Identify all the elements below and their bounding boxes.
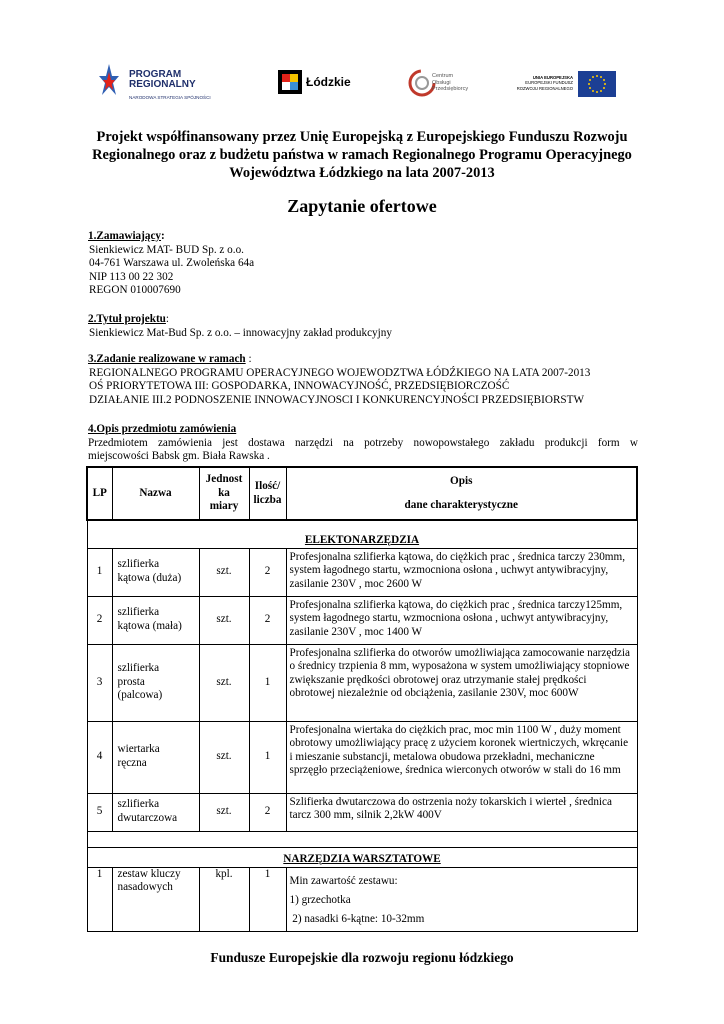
table-row: 2 szlifierka kątowa (mała) szt. 2 Profesjonalna szlifierka kątowa, do ciężkich prac , średnica tarczy125mm, system łagodnego startu, wzmocniona osłona , uchwyt antywibracyjny, zasilanie 230V , moc 1400 W xyxy=(87,596,637,644)
section-zamawiajacy: 1.Zamawiający: Sienkiewicz MAT- BUD Sp. z o.o. 04-761 Warszawa ul. Zwoleńska 64a NIP 113 00 22 302 REGON 010007690 xyxy=(88,230,255,297)
eu-flag-icon xyxy=(578,71,616,97)
table-spacer-row xyxy=(87,520,637,548)
section-row-narzedzia-warsztatowe: NARZĘDZIA WARSZTATOWE xyxy=(87,847,637,867)
section-row-elektronarzedzia: ELEKTONARZĘDZIA xyxy=(87,520,637,548)
document-title: Zapytanie ofertowe xyxy=(287,196,437,216)
centrum-obslugi-logo xyxy=(407,58,487,110)
section-heading: 1.Zamawiający xyxy=(88,230,162,242)
col-lp: LP xyxy=(87,467,112,520)
col-nazwa: Nazwa xyxy=(112,467,199,520)
section-tytul-projektu: 2.Tytuł projektu: Sienkiewicz Mat-Bud Sp. z o.o. – innowacyjny zakład produkcyjny xyxy=(88,313,392,339)
lodzkie-text: Łódzkie xyxy=(306,75,351,89)
program-regionalny-logo xyxy=(95,58,235,110)
table-row: 3 szlifierka prosta (palcowa) szt. 1 Profesjonalna szlifierka do otworów umożliwiająca zamocowanie narzędzia o średnicy trzpienia 8 mm, wyposażona w system umożliwiający stopniowe zwiększanie prędkości obrotowej oraz utrzymanie stałej prędkości obrotowej niezależnie od obciążenia, zasilanie 230V, moc 600W xyxy=(87,644,637,721)
eu-text: UNIA EUROPEJSKA EUROPEJSKI FUNDUSZ ROZWOJU REGIONALNEGO xyxy=(516,75,573,91)
col-jednostka: Jednost ka miary xyxy=(199,467,249,520)
section-heading: 2.Tytuł projektu xyxy=(88,313,166,325)
project-header: Projekt współfinansowany przez Unię Europejską z Europejskiego Funduszu Rozwoju Regionalnego oraz z budżetu państwa w ramach Regionalnego Programu Operacyjnego Województwa Łódzkiego na lata 2007-2013 xyxy=(92,129,632,181)
specification-table xyxy=(86,466,638,932)
table-header-row xyxy=(87,467,637,520)
section-zadanie: 3.Zadanie realizowane w ramach : REGIONALNEGO PROGRAMU OPERACYJNEGO WOJEWODZTWA ŁÓDŹKIEGO NA LATA 2007-2013 OŚ PRIORYTETOWA III: GOSPODARKA, INNOWACYJNOŚĆ, PRZEDSIĘBIORCZOŚĆ DZIAŁANIE III.2 PODNOSZENIE INNOWACYJNOSCI I KONKURENCYJNOŚCI PRZEDSIĘBIORSTW xyxy=(88,353,591,406)
centrum-text: Centrum Obsługi Przedsiębiorcy xyxy=(432,73,469,92)
col-opis: Opis dane charakterystyczne xyxy=(286,467,637,520)
lodzkie-mark-icon xyxy=(278,70,302,94)
table-row: 4 wiertarka ręczna szt. 1 Profesjonalna wiertaka do ciężkich prac, moc min 1100 W , duży moment obrotowy umożliwiający pracę z użyciem koronek wiertniczych, wkręcanie i mieszanie substancji, metalowa obudowa przekładni, mechaniczne sprzęgło przeciążeniowe, średnica wierconych otworów w stali do 16 mm xyxy=(87,721,637,793)
table-row: 5 szlifierka dwutarczowa szt. 2 Szlifierka dwutarczowa do ostrzenia noży tokarskich i wierteł , średnica tarcz 300 mm, silnik 2,2kW 400V xyxy=(87,793,637,831)
table-spacer-row xyxy=(87,831,637,847)
section-opis-przedmiotu: 4.Opis przedmiotu zamówienia Przedmiotem zamówienia jest dostawa narzędzi na potrzeby nowopowstałego zakładu produkcji form w miejscowości Babsk gm. Biała Rawska . xyxy=(88,423,638,463)
program-text: PROGRAM REGIONALNY xyxy=(129,69,196,90)
lodzkie-logo xyxy=(277,58,357,110)
col-ilosc: Ilość/ liczba xyxy=(249,467,286,520)
program-star-icon xyxy=(98,62,120,102)
eu-logo xyxy=(515,58,627,110)
section-heading: 4.Opis przedmiotu zamówienia xyxy=(88,423,237,435)
table-row: 1 szlifierka kątowa (duża) szt. 2 Profesjonalna szlifierka kątowa, do ciężkich prac , średnica tarczy 230mm, system łagodnego startu, wzmocniona osłona , uchwyt antywibracyjny, zasilanie 230V , moc 2600 W xyxy=(87,548,637,596)
section-heading: 3.Zadanie realizowane w ramach xyxy=(88,353,246,365)
table-row: 1 zestaw kluczy nasadowych kpl. 1 Min zawartość zestawu: 1) grzechotka 2) nasadki 6-kątne: 10-32mm xyxy=(87,867,637,931)
page-footer: Fundusze Europejskie dla rozwoju regionu łódzkiego xyxy=(210,950,514,965)
program-subtitle: NARODOWA STRATEGIA SPÓJNOŚCI xyxy=(129,95,211,100)
table-section-row xyxy=(87,847,637,867)
header-logos xyxy=(95,58,635,110)
